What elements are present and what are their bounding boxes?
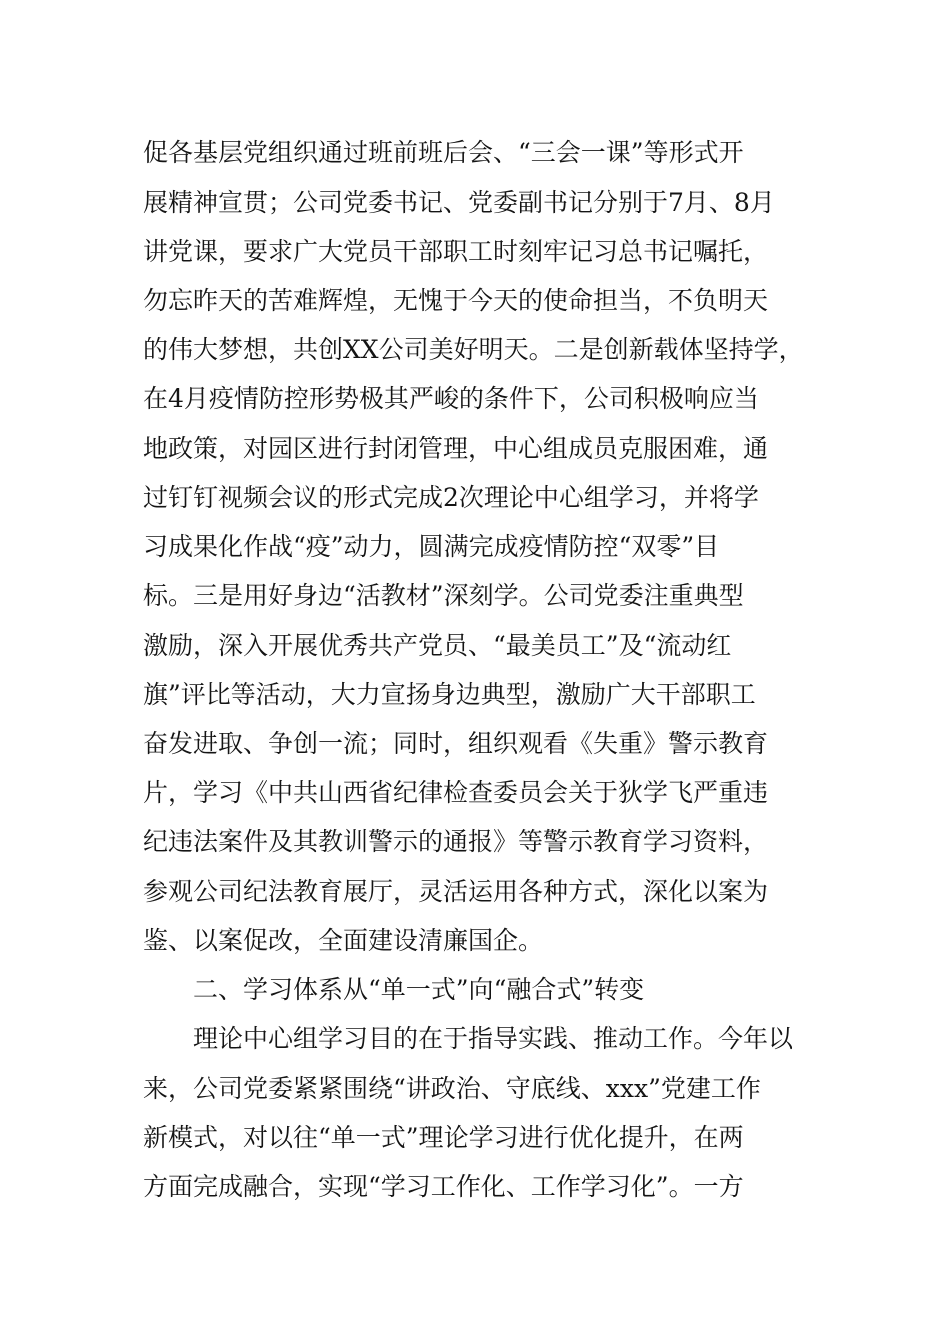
body-text-line: 纪违法案件及其教训警示的通报》等警示教育学习资料， bbox=[143, 827, 769, 856]
body-text-line: 展精神宣贯；公司党委书记、党委副书记分别于7月、8月 bbox=[143, 188, 775, 217]
body-text-line: 地政策，对园区进行封闭管理，中心组成员克服困难，通 bbox=[143, 434, 769, 463]
section-heading: 二、学习体系从“单一式”向“融合式”转变 bbox=[193, 975, 645, 1004]
body-text-line: 的伟大梦想，共创XX公司美好明天。二是创新载体坚持学， bbox=[143, 335, 804, 364]
body-text-line: 参观公司纪法教育展厅，灵活运用各种方式，深化以案为 bbox=[143, 877, 769, 906]
body-text-line: 勿忘昨天的苦难辉煌，无愧于今天的使命担当，不负明天 bbox=[143, 286, 769, 315]
body-text-line: 标。三是用好身边“活教材”深刻学。公司党委注重典型 bbox=[143, 581, 744, 610]
body-text-line: 片，学习《中共山西省纪律检查委员会关于狄学飞严重违 bbox=[143, 778, 769, 807]
body-text-line: 讲党课，要求广大党员干部职工时刻牢记习总书记嘱托， bbox=[143, 237, 769, 266]
body-text-line: 方面完成融合，实现“学习工作化、工作学习化”。一方 bbox=[143, 1172, 744, 1201]
paragraph-first-line: 理论中心组学习目的在于指导实践、推动工作。今年以 bbox=[193, 1024, 794, 1053]
body-text-line: 旗”评比等活动，大力宣扬身边典型，激励广大干部职工 bbox=[143, 680, 756, 709]
body-text-line: 习成果化作战“疫”动力，圆满完成疫情防控“双零”目 bbox=[143, 532, 720, 561]
body-text-line: 促各基层党组织通过班前班后会、“三会一课”等形式开 bbox=[143, 138, 744, 167]
body-text-line: 在4月疫情防控形势极其严峻的条件下，公司积极响应当 bbox=[143, 384, 759, 413]
body-text-line: 新模式，对以往“单一式”理论学习进行优化提升，在两 bbox=[143, 1123, 744, 1152]
body-text-line: 鉴、以案促改，全面建设清廉国企。 bbox=[143, 926, 544, 955]
body-text-line: 过钉钉视频会议的形式完成2次理论中心组学习，并将学 bbox=[143, 483, 759, 512]
body-text-line: 来，公司党委紧紧围绕“讲政治、守底线、xxx”党建工作 bbox=[143, 1074, 761, 1103]
body-text-line: 奋发进取、争创一流；同时，组织观看《失重》警示教育 bbox=[143, 729, 769, 758]
body-text-line: 激励，深入开展优秀共产党员、“最美员工”及“流动红 bbox=[143, 631, 732, 660]
